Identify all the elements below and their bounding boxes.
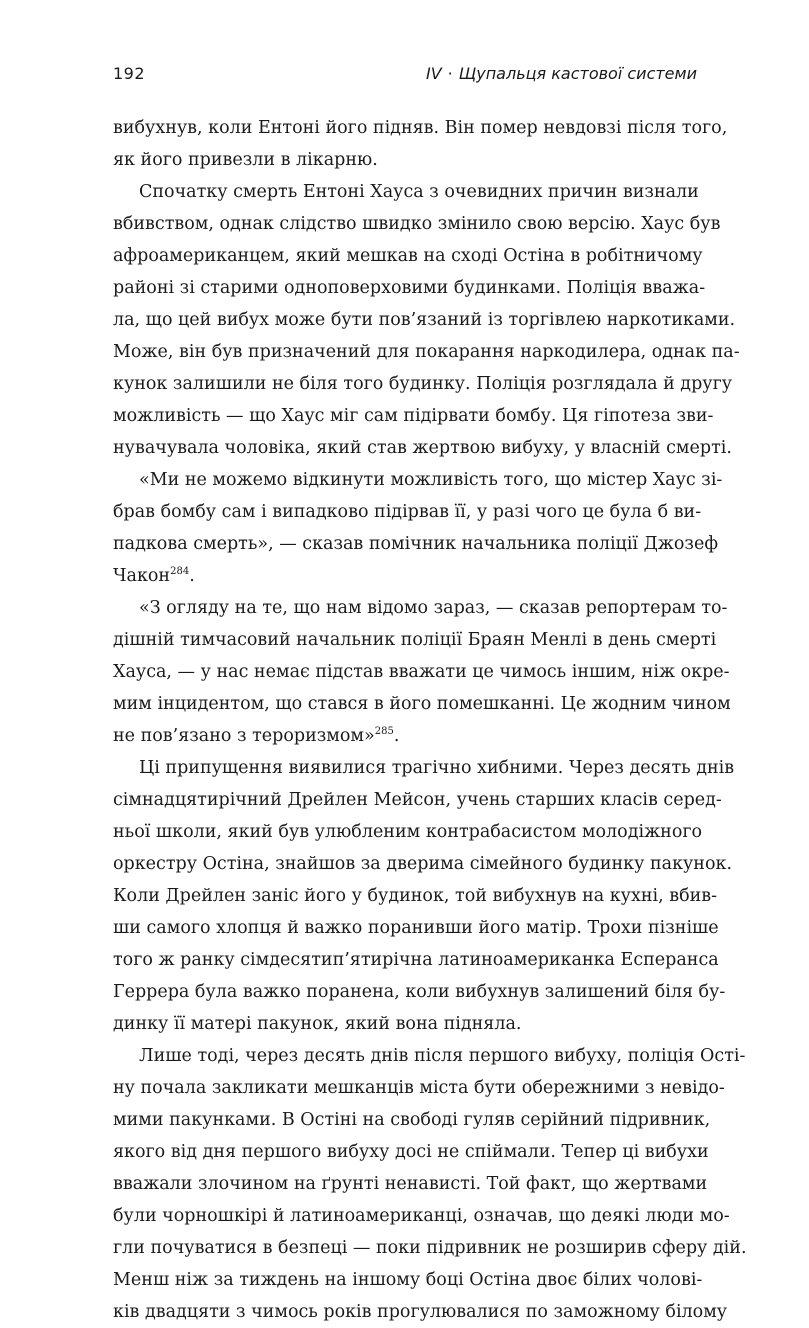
text-line: афроамериканцем, який мешкав на сході Остіна в робітничому [113, 246, 703, 266]
text-line: мими пакунками. В Остіні на свободі гуляв серійний підривник, [113, 1110, 711, 1130]
page-header [113, 64, 697, 92]
text-line: Лише тоді, через десять днів після першого вибуху, поліція Ості- [139, 1046, 746, 1066]
text-line: мим інцидентом, що стався в його помешканні. Це жодним чином [113, 694, 731, 714]
paragraph [113, 752, 735, 1040]
part-number: IV [425, 64, 442, 83]
text-line: Хауса, — у нас немає підстав вважати це чимось іншим, ніж окре- [113, 662, 730, 682]
text-line: ши самого хлопця й важко поранивши його матір. Трохи пізніше [113, 918, 719, 938]
text-line: дішній тимчасовий начальник поліції Браян Менлі в день смерті [113, 630, 717, 650]
text-line: Коли Дрейлен заніс його у будинок, той вибухнув на кухні, вбив- [113, 886, 718, 906]
text-line: як його привезли в лікарню. [113, 150, 378, 170]
line-punctuation: . [393, 726, 400, 746]
text-line: Ці припущення виявилися трагічно хибними. Через десять днів [139, 758, 735, 778]
text-line: гли почуватися в безпеці — поки підривник не розширив сферу дій. [113, 1238, 747, 1258]
text-line [113, 720, 697, 752]
text-line: сімнадцятирічний Дрейлен Мейсон, учень старших класів серед- [113, 790, 722, 810]
text-line: ла, що цей вибух може бути пов’язаний із торгівлею наркотиками. [113, 310, 736, 330]
page-number: 192 [113, 64, 146, 83]
text-line: «З огляду на те, що нам відомо зараз, — сказав репортерам то- [139, 598, 728, 618]
paragraph [113, 112, 728, 176]
text-line: нувачувала чоловіка, який став жертвою вибуху, у власній смерті. [113, 438, 732, 458]
line-text: Чакон [113, 566, 171, 586]
text-line: Геррера була важко поранена, коли вибухнув залишений біля бу- [113, 982, 726, 1002]
text-line: вбивством, однак слідство швидко змінило свою версію. Хаус був [113, 214, 721, 234]
text-line: Менш ніж за тиждень на іншому боці Остіна двоє білих чолові- [113, 1270, 703, 1290]
text-line: Спочатку смерть Ентоні Хауса з очевидних причин визнали [139, 182, 699, 202]
text-line: оркестру Остіна, знайшов за дверима сімейного будинку пакунок. [113, 854, 733, 874]
footnote-ref[interactable]: 284 [170, 566, 190, 578]
text-line: були чорношкірі й латиноамериканці, означав, що деякі люди мо- [113, 1206, 730, 1226]
text-line: ків двадцяти з чимось років прогулювалися по заможному білому [113, 1302, 728, 1322]
paragraph [113, 592, 731, 752]
running-head [426, 64, 697, 83]
line-punctuation: . [189, 566, 195, 586]
text-line: ньої школи, який був улюбленим контрабасистом молодіжного [113, 822, 703, 842]
text-line: ну почала закликати мешканців міста бути обережними з невідо- [113, 1078, 725, 1098]
footnote-ref[interactable]: 285 [374, 726, 394, 738]
line-text: не пов’язано з тероризмом» [113, 726, 375, 746]
text-line: вважали злочином на ґрунті ненависті. Той факт, що жертвами [113, 1174, 708, 1194]
text-line: районі зі старими одноповерховими будинками. Поліція вважа- [113, 278, 706, 298]
text-line: «Ми не можемо відкинути можливість того, що містер Хаус зі- [139, 470, 723, 490]
chapter-title: Щупальця кастової системи [458, 64, 697, 83]
text-line: Може, він був призначений для покарання наркодилера, однак па- [113, 342, 740, 362]
text-line: падкова смерть», — сказав помічник начальника поліції Джозеф [113, 534, 719, 554]
running-head-separator: · [447, 64, 453, 83]
text-line: динку її матері пакунок, який вона підняла. [113, 1014, 522, 1034]
text-line: брав бомбу сам і випадково підірвав її, у разі чого це була б ви- [113, 502, 702, 522]
text-line: того ж ранку сімдесятип’ятирічна латиноамериканка Есперанса [113, 950, 719, 970]
text-line: можливість — що Хаус міг сам підірвати бомбу. Ця гіпотеза зви- [113, 406, 714, 426]
paragraph [113, 1040, 747, 1328]
text-line: якого від дня першого вибуху досі не спіймали. Тепер ці вибухи [113, 1142, 709, 1162]
text-line: кунок залишили не біля того будинку. Поліція розглядала й другу [113, 374, 733, 394]
text-line: вибухнув, коли Ентоні його підняв. Він помер невдовзі після того, [113, 118, 728, 138]
text-line [113, 560, 697, 592]
paragraph [113, 176, 740, 464]
paragraph [113, 464, 723, 592]
body-text [113, 112, 747, 1328]
